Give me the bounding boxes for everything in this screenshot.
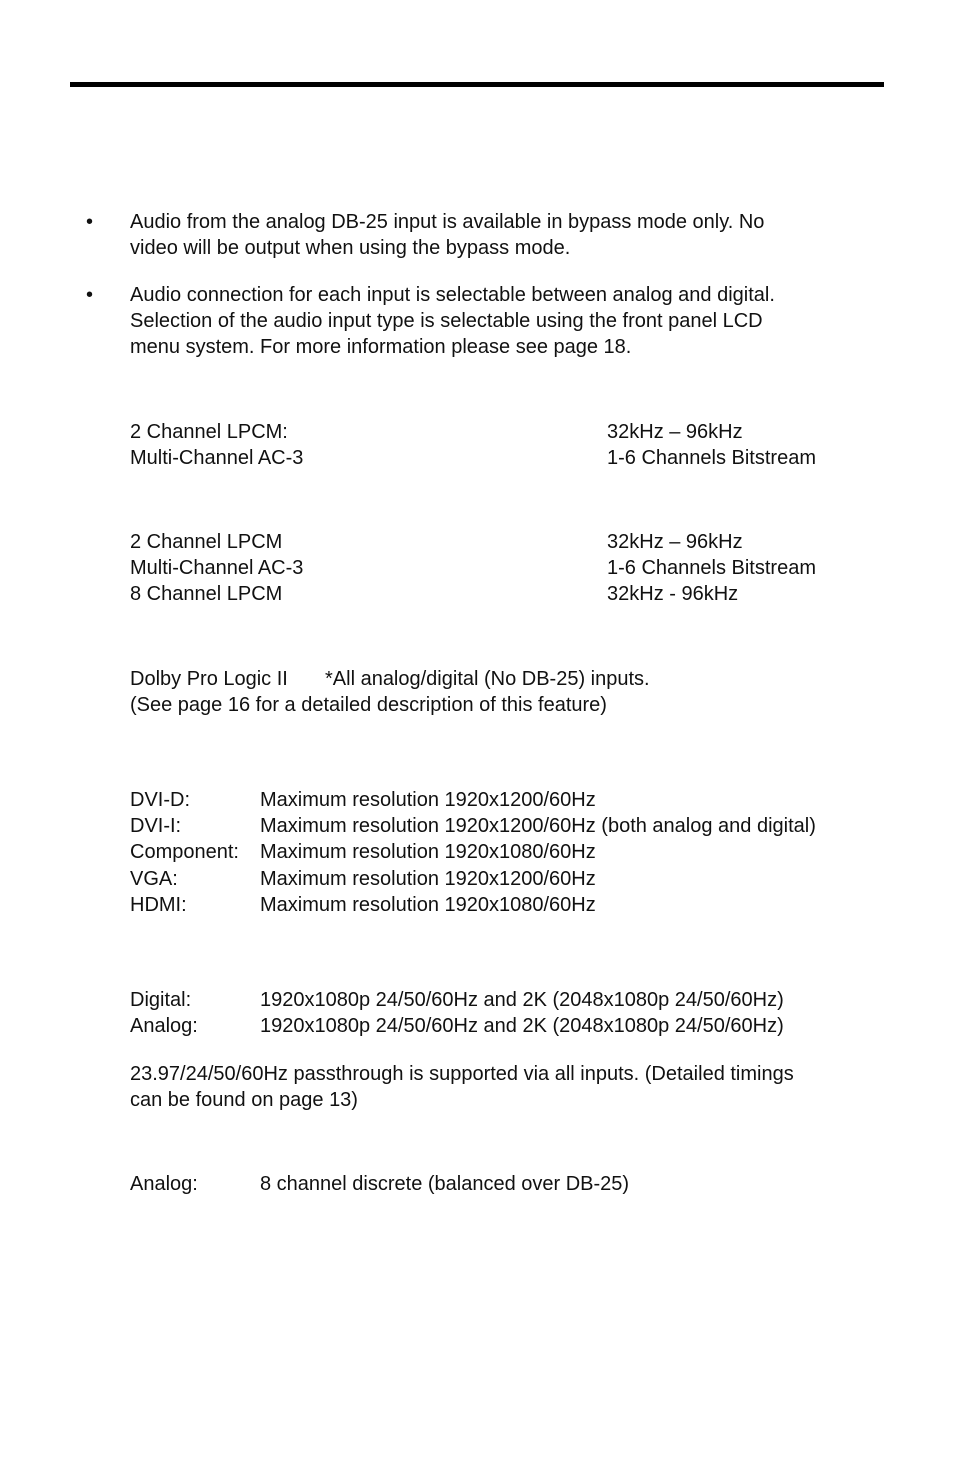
processing-value: *All analog/digital (No DB-25) inputs. <box>325 668 650 690</box>
video-input-label-dvid: DVI-D: <box>130 789 190 811</box>
bullet-symbol: • <box>86 284 94 306</box>
passthrough-line-2: can be found on page 13) <box>130 1089 358 1111</box>
passthrough-line-1: 23.97/24/50/60Hz passthrough is supported via all inputs. (Detailed timings <box>130 1063 794 1085</box>
audio-output-value: 8 channel discrete (balanced over DB-25) <box>260 1173 630 1195</box>
header-rule <box>70 82 884 87</box>
video-output-label-digital: Digital: <box>130 989 192 1011</box>
video-output-value-digital: 1920x1080p 24/50/60Hz and 2K (2048x1080p 24/50/60Hz) <box>260 989 784 1011</box>
audio-2-value-8ch: 32kHz - 96kHz <box>607 583 739 605</box>
video-input-value-hdmi: Maximum resolution 1920x1080/60Hz <box>260 894 596 916</box>
audio-2-label-lpcm: 2 Channel LPCM <box>130 531 283 553</box>
video-output-label-analog: Analog: <box>130 1015 198 1037</box>
video-input-label-hdmi: HDMI: <box>130 894 187 916</box>
audio-1-value-lpcm: 32kHz – 96kHz <box>607 421 743 443</box>
processing-label: Dolby Pro Logic II <box>130 668 288 690</box>
video-input-label-component: Component: <box>130 841 239 863</box>
video-input-value-dvid: Maximum resolution 1920x1200/60Hz <box>260 789 596 811</box>
video-input-value-dvii: Maximum resolution 1920x1200/60Hz (both analog and digital) <box>260 815 816 837</box>
bullet-1-line-1: Audio from the analog DB-25 input is available in bypass mode only. No <box>130 211 765 233</box>
audio-1-label-ac3: Multi-Channel AC-3 <box>130 447 304 469</box>
audio-1-label-lpcm: 2 Channel LPCM: <box>130 421 288 443</box>
video-input-value-component: Maximum resolution 1920x1080/60Hz <box>260 841 596 863</box>
video-input-value-vga: Maximum resolution 1920x1200/60Hz <box>260 868 596 890</box>
audio-output-label: Analog: <box>130 1173 198 1195</box>
bullet-2-line-3: menu system. For more information please see page 18. <box>130 336 632 358</box>
video-input-label-vga: VGA: <box>130 868 178 890</box>
processing-note: (See page 16 for a detailed description of this feature) <box>130 694 607 716</box>
video-output-value-analog: 1920x1080p 24/50/60Hz and 2K (2048x1080p 24/50/60Hz) <box>260 1015 784 1037</box>
audio-2-label-ac3: Multi-Channel AC-3 <box>130 557 304 579</box>
audio-1-value-ac3: 1-6 Channels Bitstream <box>607 447 816 469</box>
bullet-1-line-2: video will be output when using the bypass mode. <box>130 237 571 259</box>
bullet-2-line-1: Audio connection for each input is selectable between analog and digital. <box>130 284 775 306</box>
audio-2-value-lpcm: 32kHz – 96kHz <box>607 531 743 553</box>
audio-2-label-8ch: 8 Channel LPCM <box>130 583 283 605</box>
video-input-label-dvii: DVI-I: <box>130 815 182 837</box>
bullet-symbol: • <box>86 211 94 233</box>
bullet-2-line-2: Selection of the audio input type is selectable using the front panel LCD <box>130 310 763 332</box>
audio-2-value-ac3: 1-6 Channels Bitstream <box>607 557 816 579</box>
